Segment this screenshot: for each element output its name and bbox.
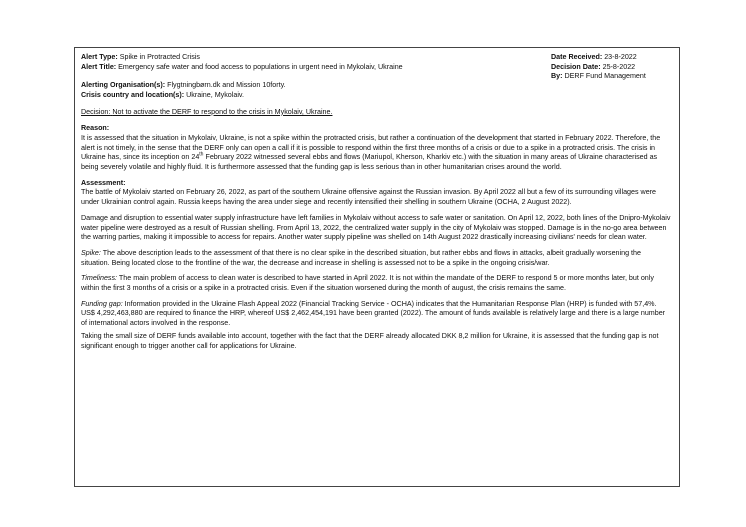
date-received-line: [551, 53, 671, 63]
reason-text: [81, 134, 671, 173]
by-label: By:: [551, 72, 563, 81]
timeliness-label: Timeliness:: [81, 274, 118, 283]
alert-type-line: [81, 53, 403, 63]
crisis-location-line: [81, 91, 671, 101]
funding-gap-label: Funding gap:: [81, 299, 123, 308]
funding-gap-paragraph: [81, 300, 671, 329]
timeliness-text: The main problem of access to clean water is described to have started in April 2022. It is not within the mandate of the DERF to respond 5 or more months later, but only within the first 3 months of a crisis or a spike in a protracted crisis. Even if the situation worsened during the month of august, the crisis remains the same.: [81, 274, 654, 293]
date-received-label: Date Received:: [551, 53, 603, 61]
decision-date: 25-8-2022: [602, 62, 636, 71]
decision-date-label: Decision Date:: [551, 62, 601, 71]
header: [81, 53, 671, 82]
assessment-paragraph-2: Damage and disruption to essential water supply infrastructure have left families in Mykolaiv without access to safe water or sanitation. On April 12, 2022, both lines of the Dnipro-Mykolaiv water pipeline were destroyed as a result of Russian shelling. From April 13, 2022, the centralized water supply in the city of Mykolaiv was stopped. Damage is in the no-go area between the warring parties, making it impossible to access for repairs. Another water supply pipeline was shelled on 14th August 2022 drastically increasing civilians' needs for clean water.: [81, 213, 671, 242]
reason-title: Reason:: [81, 124, 110, 133]
header-left: [81, 53, 403, 82]
alert-title-line: [81, 63, 403, 73]
crisis-location-label: Crisis country and location(s):: [81, 90, 185, 99]
alert-title: Emergency safe water and food access to populations in urgent need in Mykolaiv, Ukraine: [118, 62, 403, 71]
date-received: 23-8-2022: [604, 53, 637, 61]
alert-title-label: Alert Title:: [81, 62, 117, 71]
decision-label: Decision:: [81, 107, 111, 116]
alerting-org-label: Alerting Organisation(s):: [81, 81, 166, 90]
alerting-org-line: [81, 81, 671, 91]
assessment-title: Assessment:: [81, 178, 126, 187]
reason-text-part1: It is assessed that the situation in Mykolaiv, Ukraine, is not a spike within the protracted crisis, but rather a continuation of the development that started in February 2022. Therefore, the alert is not timely, in the sense that the DERF only can open a call if it is possible to respond within the first three months of a crisis or due to a spike in a protracted crisis. The crisis in Ukraine has, since its inception on 24: [81, 133, 661, 162]
decision-date-line: [551, 63, 671, 73]
alert-type-label: Alert Type:: [81, 53, 118, 61]
crisis-location: Ukraine, Mykolaiv.: [186, 90, 244, 99]
alerting-org: Flygtningbørn.dk and Mission 10forty.: [167, 81, 286, 90]
decision-line: [81, 108, 671, 118]
decision-document: [74, 47, 680, 487]
reason-text-part2: February 2022 witnessed several ebbs and flows (Mariupol, Kherson, Kharkiv etc.) with the situation in many areas of Ukraine characterised as being severely volatile and highly fluid. It is furthermore assessed that the funding gap is less serious than in other humanitarian crises around the world.: [81, 153, 658, 172]
spike-text: The above description leads to the assessment of that there is no clear spike in the described situation, but rather ebbs and flows in attacks, albeit gradually worsening the situation. Being located close to the frontline of the war, the decrease and increase in shelling is assessed not to be a spike in the ongoing crisis/war.: [81, 248, 641, 267]
decision-text: Not to activate the DERF to respond to the crisis in Mykolaiv, Ukraine.: [112, 107, 333, 116]
spike-paragraph: [81, 249, 671, 268]
reason-superscript: th: [199, 151, 204, 158]
assessment-paragraph-1: The battle of Mykolaiv started on February 26, 2022, as part of the southern Ukraine offensive against the Russian invasion. By April 2022 all but a few of its surrounding villages were under Ukrainian control again. Russia keeps having the area under siege and recently intensified their shelling in southern Ukraine (OCHA, 2 August 2022).: [81, 188, 657, 207]
alert-type: Spike in Protracted Crisis: [119, 53, 200, 61]
timeliness-paragraph: [81, 274, 671, 293]
header-right: [551, 53, 671, 82]
by-value: DERF Fund Management: [564, 72, 646, 81]
final-paragraph: Taking the small size of DERF funds available into account, together with the fact that the DERF already allocated DKK 8,2 million for Ukraine, it is assessed that the funding gap is not significant enough to trigger another call for applications for Ukraine.: [81, 331, 659, 350]
by-line: [551, 72, 671, 82]
spike-label: Spike:: [81, 248, 101, 257]
funding-gap-text: Information provided in the Ukraine Flash Appeal 2022 (Financial Tracking Service - OCHA) indicates that the Humanitarian Response Plan (HRP) is funded with 57,4%. US$ 4,292,463,880 are required to finance the HRP, whereof US$ 2,462,454,191 have been granted (2022). The amount of funds available is relatively large and there is a large number of international actors involved in the response.: [81, 299, 666, 328]
